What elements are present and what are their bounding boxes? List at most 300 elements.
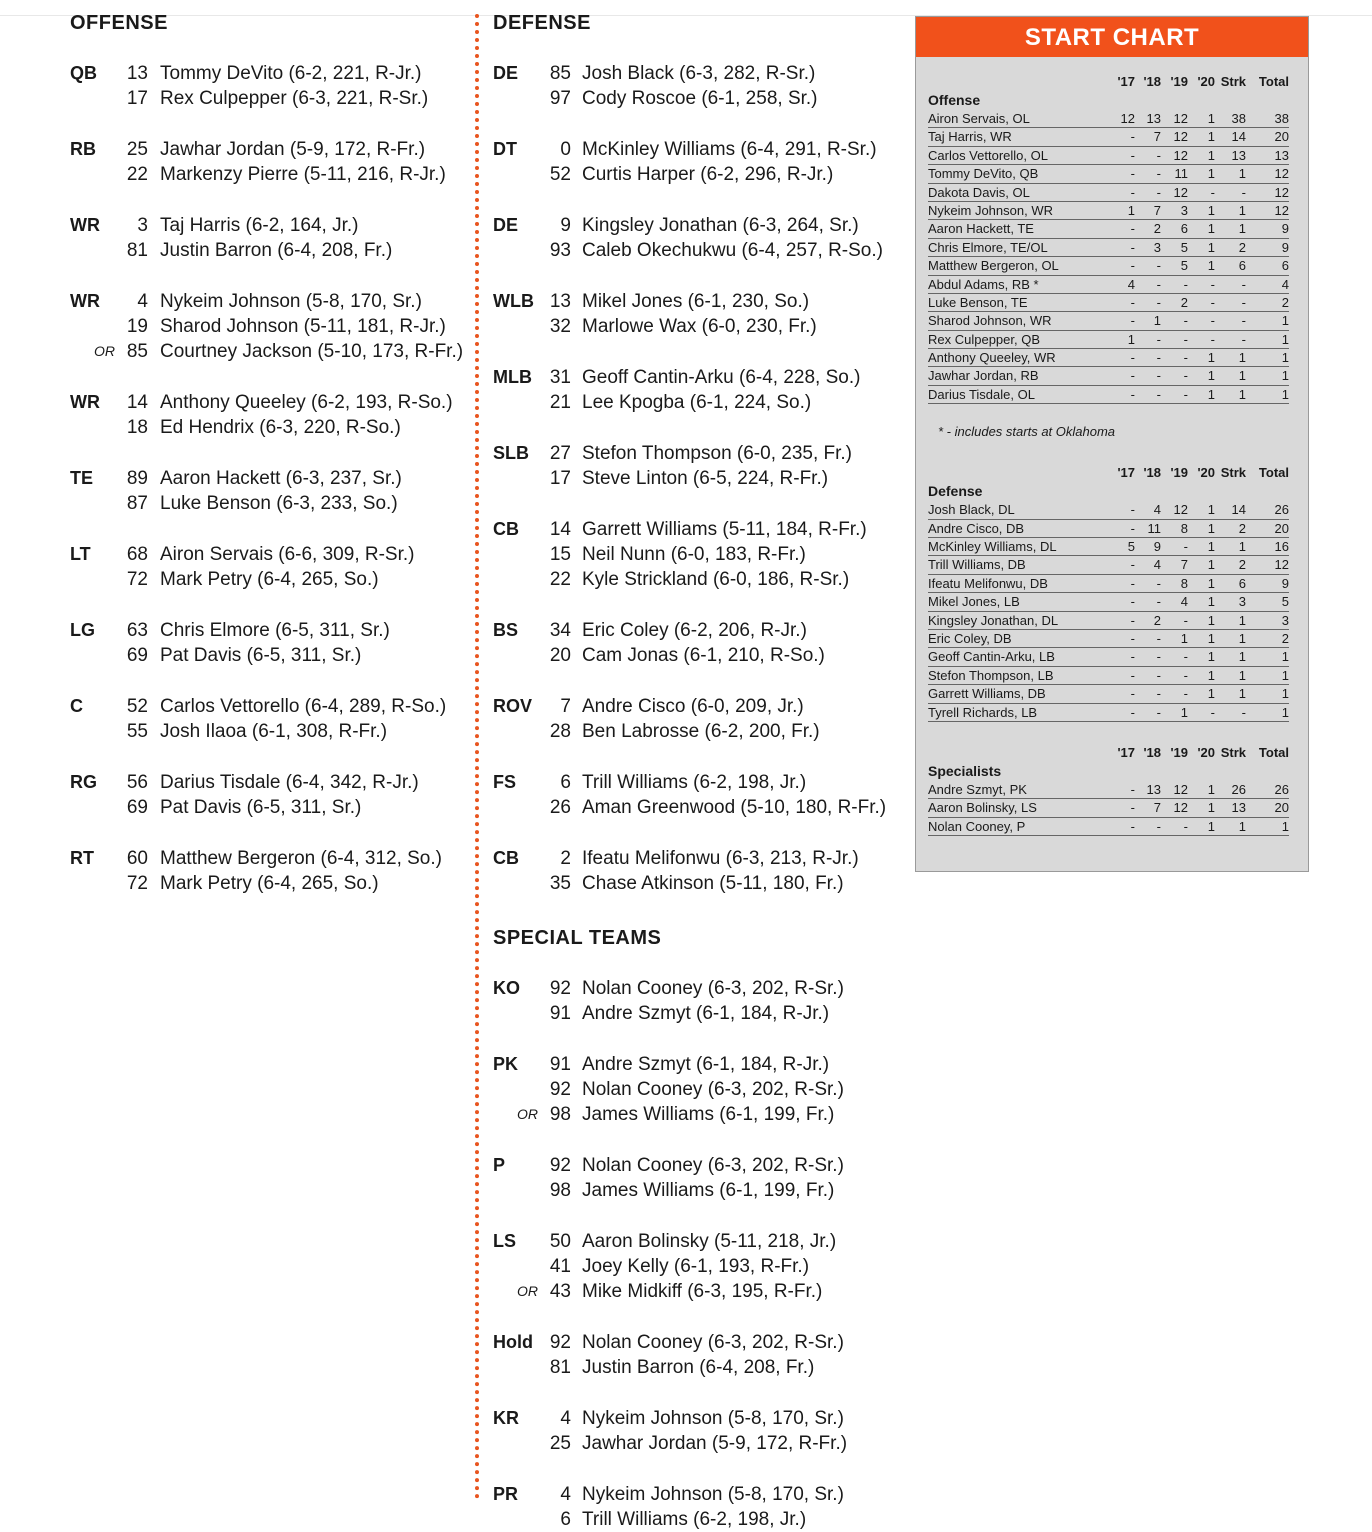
start-chart-row bbox=[928, 386, 1289, 404]
position-group bbox=[493, 1406, 893, 1456]
start-chart-cell: - bbox=[1130, 575, 1135, 591]
player-name: Andre Szmyt (6-1, 184, R-Jr.) bbox=[582, 1054, 830, 1075]
start-chart-cell: 8 bbox=[1180, 575, 1188, 591]
start-chart-cell: 6 bbox=[1238, 575, 1246, 591]
jersey-number: 17 bbox=[126, 88, 148, 109]
start-chart-cell: 3 bbox=[1281, 612, 1289, 628]
position-group bbox=[493, 1153, 893, 1203]
start-chart-body bbox=[916, 73, 1308, 836]
position-label: CB bbox=[493, 848, 519, 868]
column-header: Strk bbox=[1220, 744, 1246, 760]
player-line bbox=[493, 1001, 893, 1026]
start-chart-cell: 1 bbox=[1281, 313, 1289, 329]
position-label: CB bbox=[493, 519, 519, 539]
jersey-number: 13 bbox=[126, 63, 148, 84]
start-chart-cell: 1 bbox=[1238, 386, 1246, 402]
position-label: QB bbox=[70, 63, 97, 83]
column-header: '19 bbox=[1170, 465, 1188, 481]
position-group bbox=[70, 390, 465, 440]
jersey-number: 18 bbox=[126, 417, 148, 438]
start-chart-cell: - bbox=[1156, 704, 1161, 720]
start-chart-cell: 2 bbox=[1180, 294, 1188, 310]
player-line bbox=[493, 1229, 893, 1254]
start-chart-row bbox=[928, 799, 1289, 817]
player-name: Nolan Cooney (6-3, 202, R-Sr.) bbox=[582, 1079, 844, 1100]
position-label: RT bbox=[70, 848, 94, 868]
player-name: Kyle Strickland (6-0, 186, R-Sr.) bbox=[582, 569, 850, 590]
jersey-number: 34 bbox=[549, 620, 571, 641]
start-chart-cell: 1 bbox=[1238, 649, 1246, 665]
jersey-number: 26 bbox=[549, 797, 571, 818]
start-chart-cell: 1 bbox=[1207, 800, 1215, 816]
player-line bbox=[493, 643, 893, 668]
player-line bbox=[493, 1406, 893, 1431]
jersey-number: 68 bbox=[126, 544, 148, 565]
position-label: PK bbox=[493, 1054, 519, 1074]
column-header: '19 bbox=[1170, 744, 1188, 760]
player-name: Pat Davis (6-5, 311, Sr.) bbox=[160, 797, 362, 818]
player-line bbox=[70, 694, 465, 719]
start-chart-cell: - bbox=[1183, 649, 1188, 665]
start-chart-cell: 12 bbox=[1173, 129, 1188, 145]
start-chart-player: Matthew Bergeron, OL bbox=[928, 258, 1059, 274]
player-line bbox=[70, 618, 465, 643]
player-name: Neil Nunn (6-0, 183, R-Fr.) bbox=[582, 544, 806, 565]
player-line bbox=[70, 846, 465, 871]
position-group bbox=[70, 846, 465, 896]
defense-heading: DEFENSE bbox=[493, 12, 591, 34]
start-chart-player: Tyrell Richards, LB bbox=[928, 704, 1038, 720]
start-chart-cell: - bbox=[1130, 166, 1135, 182]
position-group bbox=[493, 137, 893, 187]
start-chart-player: Trill Williams, DB bbox=[928, 557, 1026, 573]
start-chart-row bbox=[928, 704, 1289, 722]
start-chart-cell: 1 bbox=[1153, 313, 1161, 329]
player-line bbox=[70, 390, 465, 415]
jersey-number: 20 bbox=[549, 645, 571, 666]
position-group bbox=[70, 770, 465, 820]
start-chart-player: Geoff Cantin-Arku, LB bbox=[928, 649, 1055, 665]
player-line bbox=[70, 415, 465, 440]
player-name: Trill Williams (6-2, 198, Jr.) bbox=[582, 772, 807, 793]
player-name: Mark Petry (6-4, 265, So.) bbox=[160, 569, 379, 590]
start-chart-cell: 9 bbox=[1281, 239, 1289, 255]
start-chart-cell: 12 bbox=[1173, 184, 1188, 200]
player-line bbox=[493, 1102, 893, 1127]
start-chart-cell: - bbox=[1156, 350, 1161, 366]
start-chart-column-headers bbox=[928, 73, 1289, 91]
player-line bbox=[493, 86, 893, 111]
start-chart-cell: - bbox=[1156, 575, 1161, 591]
start-chart-cell: 5 bbox=[1180, 258, 1188, 274]
start-chart-row bbox=[928, 294, 1289, 312]
start-chart-cell: 1 bbox=[1207, 575, 1215, 591]
start-chart-cell: - bbox=[1130, 612, 1135, 628]
start-chart-cell: 13 bbox=[1231, 800, 1246, 816]
player-line bbox=[70, 466, 465, 491]
position-label: DE bbox=[493, 215, 519, 235]
player-line bbox=[493, 238, 893, 263]
start-chart-player: Carlos Vettorello, OL bbox=[928, 147, 1048, 163]
position-label: BS bbox=[493, 620, 519, 640]
jersey-number: 4 bbox=[560, 1484, 571, 1505]
player-line bbox=[493, 770, 893, 795]
position-label: WR bbox=[70, 291, 100, 311]
player-line bbox=[493, 719, 893, 744]
or-tag: OR bbox=[517, 1283, 538, 1299]
start-chart-cell: - bbox=[1241, 184, 1246, 200]
player-line bbox=[493, 1482, 893, 1507]
start-chart-row bbox=[928, 184, 1289, 202]
position-label: KO bbox=[493, 978, 520, 998]
player-name: Aman Greenwood (5-10, 180, R-Fr.) bbox=[582, 797, 887, 818]
jersey-number: 56 bbox=[126, 772, 148, 793]
start-chart-cell: 1 bbox=[1207, 557, 1215, 573]
start-chart-cell: 1 bbox=[1207, 258, 1215, 274]
player-name: Nolan Cooney (6-3, 202, R-Sr.) bbox=[582, 1332, 844, 1353]
player-line bbox=[493, 441, 893, 466]
player-name: Darius Tisdale (6-4, 342, R-Jr.) bbox=[160, 772, 419, 793]
player-name: Jawhar Jordan (5-9, 172, R-Fr.) bbox=[582, 1433, 848, 1454]
position-label: RB bbox=[70, 139, 96, 159]
player-name: Anthony Queeley (6-2, 193, R-So.) bbox=[160, 392, 453, 413]
start-chart-player: Taj Harris, WR bbox=[928, 129, 1012, 145]
start-chart-panel bbox=[915, 16, 1309, 872]
start-chart-section bbox=[928, 464, 1289, 722]
position-label: LT bbox=[70, 544, 91, 564]
start-chart-cell: - bbox=[1130, 368, 1135, 384]
start-chart-cell: 1 bbox=[1207, 368, 1215, 384]
jersey-number: 87 bbox=[126, 493, 148, 514]
start-chart-cell: - bbox=[1130, 239, 1135, 255]
player-name: Andre Szmyt (6-1, 184, R-Jr.) bbox=[582, 1003, 830, 1024]
start-chart-player: Darius Tisdale, OL bbox=[928, 386, 1035, 402]
start-chart-cell: - bbox=[1130, 630, 1135, 646]
start-chart-cell: 7 bbox=[1180, 557, 1188, 573]
column-header: Total bbox=[1258, 465, 1289, 481]
start-chart-cell: 1 bbox=[1207, 129, 1215, 145]
start-chart-cell: 5 bbox=[1127, 539, 1135, 555]
start-chart-cell: - bbox=[1183, 313, 1188, 329]
start-chart-cell: - bbox=[1210, 704, 1215, 720]
jersey-number: 27 bbox=[549, 443, 571, 464]
position-label: RG bbox=[70, 772, 97, 792]
start-chart-cell: 1 bbox=[1207, 221, 1215, 237]
column-header: '17 bbox=[1117, 465, 1135, 481]
start-chart-cell: 16 bbox=[1274, 539, 1289, 555]
jersey-number: 19 bbox=[126, 316, 148, 337]
position-label: C bbox=[70, 696, 83, 716]
start-chart-cell: - bbox=[1156, 258, 1161, 274]
start-chart-cell: 13 bbox=[1274, 147, 1289, 163]
jersey-number: 4 bbox=[560, 1408, 571, 1429]
start-chart-cell: 4 bbox=[1180, 594, 1188, 610]
player-line bbox=[70, 213, 465, 238]
start-chart-cell: 12 bbox=[1274, 166, 1289, 182]
start-chart-cell: 8 bbox=[1180, 520, 1188, 536]
start-chart-cell: 1 bbox=[1207, 350, 1215, 366]
start-chart-cell: - bbox=[1183, 818, 1188, 834]
start-chart-cell: - bbox=[1183, 386, 1188, 402]
position-label: SLB bbox=[493, 443, 529, 463]
start-chart-cell: - bbox=[1156, 147, 1161, 163]
start-chart-row bbox=[928, 276, 1289, 294]
player-line bbox=[493, 213, 893, 238]
player-name: Nolan Cooney (6-3, 202, R-Sr.) bbox=[582, 1155, 844, 1176]
start-chart-cell: 1 bbox=[1281, 350, 1289, 366]
start-chart-cell: 9 bbox=[1281, 221, 1289, 237]
position-label: ROV bbox=[493, 696, 533, 716]
player-line bbox=[493, 542, 893, 567]
start-chart-player: McKinley Williams, DL bbox=[928, 539, 1057, 555]
jersey-number: 2 bbox=[560, 848, 571, 869]
start-chart-row bbox=[928, 818, 1289, 836]
player-name: Tommy DeVito (6-2, 221, R-Jr.) bbox=[160, 63, 422, 84]
player-name: Ben Labrosse (6-2, 200, Fr.) bbox=[582, 721, 820, 742]
start-chart-cell: 7 bbox=[1153, 202, 1161, 218]
jersey-number: 98 bbox=[549, 1104, 571, 1125]
start-chart-player: Abdul Adams, RB * bbox=[928, 276, 1039, 292]
column-header: '17 bbox=[1117, 744, 1135, 760]
start-chart-cell: 11 bbox=[1174, 166, 1188, 182]
start-chart-cell: 2 bbox=[1238, 520, 1246, 536]
start-chart-player: Airon Servais, OL bbox=[928, 111, 1030, 126]
position-label: LG bbox=[70, 620, 95, 640]
position-group bbox=[70, 542, 465, 592]
defense-groups bbox=[493, 61, 893, 896]
player-line bbox=[493, 618, 893, 643]
start-chart-cell: - bbox=[1130, 502, 1135, 518]
start-chart-cell: - bbox=[1130, 350, 1135, 366]
start-chart-row bbox=[928, 667, 1289, 685]
start-chart-row bbox=[928, 367, 1289, 385]
player-line bbox=[493, 795, 893, 820]
start-chart-cell: - bbox=[1130, 781, 1135, 797]
start-chart-cell: - bbox=[1183, 350, 1188, 366]
player-name: Ifeatu Melifonwu (6-3, 213, R-Jr.) bbox=[582, 848, 859, 869]
start-chart-cell: 1 bbox=[1281, 649, 1289, 665]
start-chart-cell: 1 bbox=[1238, 667, 1246, 683]
start-chart-cell: 13 bbox=[1231, 147, 1246, 163]
column-header: '20 bbox=[1197, 465, 1215, 481]
player-name: Stefon Thompson (6-0, 235, Fr.) bbox=[582, 443, 853, 464]
start-chart-cell: 1 bbox=[1238, 539, 1246, 555]
position-label: LS bbox=[493, 1231, 517, 1251]
start-chart-row bbox=[928, 575, 1289, 593]
start-chart-cell: 1 bbox=[1238, 630, 1246, 646]
start-chart-cell: 7 bbox=[1153, 800, 1161, 816]
player-name: Eric Coley (6-2, 206, R-Jr.) bbox=[582, 620, 807, 641]
position-label: PR bbox=[493, 1484, 519, 1504]
start-chart-cell: - bbox=[1130, 520, 1135, 536]
jersey-number: 91 bbox=[549, 1003, 571, 1024]
jersey-number: 81 bbox=[126, 240, 148, 261]
jersey-number: 43 bbox=[549, 1281, 571, 1302]
player-name: Cody Roscoe (6-1, 258, Sr.) bbox=[582, 88, 818, 109]
jersey-number: 21 bbox=[549, 392, 571, 413]
start-chart-player: Eric Coley, DB bbox=[928, 630, 1012, 646]
jersey-number: 25 bbox=[549, 1433, 571, 1454]
player-line bbox=[493, 162, 893, 187]
start-chart-row bbox=[928, 349, 1289, 367]
start-chart-row bbox=[928, 781, 1289, 799]
start-chart-cell: 13 bbox=[1146, 781, 1161, 797]
start-chart-cell: 1 bbox=[1207, 686, 1215, 702]
start-chart-player: Garrett Williams, DB bbox=[928, 686, 1046, 702]
player-line bbox=[493, 289, 893, 314]
jersey-number: 14 bbox=[549, 519, 571, 540]
start-chart-title: START CHART bbox=[916, 17, 1308, 57]
start-chart-player: Dakota Davis, OL bbox=[928, 184, 1030, 200]
start-chart-cell: 12 bbox=[1274, 202, 1289, 218]
position-label: DE bbox=[493, 63, 519, 83]
start-chart-row bbox=[928, 128, 1289, 146]
position-group bbox=[493, 1330, 893, 1380]
start-chart-cell: 12 bbox=[1173, 800, 1188, 816]
player-line bbox=[493, 61, 893, 86]
player-line bbox=[493, 365, 893, 390]
column-header: '17 bbox=[1117, 74, 1135, 89]
start-chart-cell: - bbox=[1210, 331, 1215, 347]
start-chart-cell: 12 bbox=[1173, 111, 1188, 126]
jersey-number: 72 bbox=[126, 569, 148, 590]
start-chart-cell: - bbox=[1183, 331, 1188, 347]
position-label: WR bbox=[70, 215, 100, 235]
position-label: DT bbox=[493, 139, 517, 159]
start-chart-cell: - bbox=[1241, 704, 1246, 720]
position-group bbox=[70, 289, 465, 364]
column-header: Strk bbox=[1220, 465, 1246, 481]
jersey-number: 14 bbox=[126, 392, 148, 413]
position-label: WR bbox=[70, 392, 100, 412]
start-chart-cell: 1 bbox=[1281, 386, 1289, 402]
column-header: '20 bbox=[1197, 744, 1215, 760]
start-chart-cell: - bbox=[1130, 686, 1135, 702]
player-name: Steve Linton (6-5, 224, R-Fr.) bbox=[582, 468, 829, 489]
start-chart-cell: 12 bbox=[1173, 502, 1188, 518]
start-chart-cell: - bbox=[1210, 276, 1215, 292]
start-chart-cell: 1 bbox=[1207, 594, 1215, 610]
player-name: Jawhar Jordan (5-9, 172, R-Fr.) bbox=[160, 139, 426, 160]
player-name: Taj Harris (6-2, 164, Jr.) bbox=[160, 215, 359, 236]
start-chart-cell: - bbox=[1156, 818, 1161, 834]
player-name: Nykeim Johnson (5-8, 170, Sr.) bbox=[582, 1484, 844, 1505]
start-chart-cell: 1 bbox=[1238, 202, 1246, 218]
start-chart-cell: 3 bbox=[1153, 239, 1161, 255]
start-chart-cell: - bbox=[1156, 594, 1161, 610]
player-line bbox=[493, 1279, 893, 1304]
column-header: '18 bbox=[1143, 744, 1161, 760]
start-chart-cell: 1 bbox=[1207, 202, 1215, 218]
jersey-number: 22 bbox=[549, 569, 571, 590]
player-line bbox=[493, 1077, 893, 1102]
start-chart-cell: 2 bbox=[1238, 239, 1246, 255]
player-line bbox=[493, 694, 893, 719]
start-chart-player: Luke Benson, TE bbox=[928, 294, 1028, 310]
player-line bbox=[70, 719, 465, 744]
start-chart-section bbox=[928, 73, 1289, 442]
start-chart-row bbox=[928, 220, 1289, 238]
jersey-number: 15 bbox=[549, 544, 571, 565]
start-chart-cell: 9 bbox=[1153, 539, 1161, 555]
start-chart-cell: 20 bbox=[1274, 520, 1289, 536]
column-header: Total bbox=[1258, 744, 1289, 760]
player-line bbox=[493, 314, 893, 339]
jersey-number: 9 bbox=[560, 215, 571, 236]
column-header: '18 bbox=[1143, 74, 1161, 89]
player-name: Mike Midkiff (6-3, 195, R-Fr.) bbox=[582, 1281, 823, 1302]
start-chart-cell: 2 bbox=[1153, 612, 1161, 628]
player-name: Courtney Jackson (5-10, 173, R-Fr.) bbox=[160, 341, 464, 362]
position-group bbox=[493, 976, 893, 1026]
start-chart-cell: - bbox=[1183, 539, 1188, 555]
start-chart-cell: 6 bbox=[1238, 258, 1246, 274]
player-line bbox=[70, 238, 465, 263]
start-chart-cell: - bbox=[1130, 294, 1135, 310]
player-name: Aaron Hackett (6-3, 237, Sr.) bbox=[160, 468, 402, 489]
player-name: Rex Culpepper (6-3, 221, R-Sr.) bbox=[160, 88, 429, 109]
jersey-number: 28 bbox=[549, 721, 571, 742]
start-chart-cell: - bbox=[1156, 386, 1161, 402]
jersey-number: 50 bbox=[549, 1231, 571, 1252]
jersey-number: 60 bbox=[126, 848, 148, 869]
player-name: Chris Elmore (6-5, 311, Sr.) bbox=[160, 620, 390, 641]
start-chart-cell: 1 bbox=[1281, 704, 1289, 720]
start-chart-player: Stefon Thompson, LB bbox=[928, 667, 1054, 683]
start-chart-cell: 2 bbox=[1238, 557, 1246, 573]
start-chart-section-title: Offense bbox=[928, 92, 981, 108]
player-line bbox=[493, 1153, 893, 1178]
start-chart-cell: 26 bbox=[1274, 502, 1289, 518]
start-chart-row bbox=[928, 538, 1289, 556]
jersey-number: 31 bbox=[549, 367, 571, 388]
player-name: Nolan Cooney (6-3, 202, R-Sr.) bbox=[582, 978, 844, 999]
start-chart-cell: - bbox=[1183, 368, 1188, 384]
position-label: TE bbox=[70, 468, 94, 488]
start-chart-cell: 1 bbox=[1127, 202, 1135, 218]
start-chart-cell: 1 bbox=[1207, 502, 1215, 518]
column-separator bbox=[475, 14, 479, 1500]
player-name: James Williams (6-1, 199, Fr.) bbox=[582, 1180, 835, 1201]
start-chart-cell: - bbox=[1156, 368, 1161, 384]
jersey-number: 93 bbox=[549, 240, 571, 261]
start-chart-row bbox=[928, 501, 1289, 519]
player-name: Markenzy Pierre (5-11, 216, R-Jr.) bbox=[160, 164, 446, 185]
jersey-number: 0 bbox=[560, 139, 571, 160]
start-chart-cell: 1 bbox=[1207, 781, 1215, 797]
player-name: Trill Williams (6-2, 198, Jr.) bbox=[582, 1509, 807, 1530]
position-group bbox=[493, 289, 893, 339]
start-chart-section-title: Specialists bbox=[928, 762, 1002, 779]
offense-groups bbox=[70, 61, 465, 896]
start-chart-cell: 1 bbox=[1238, 166, 1246, 182]
jersey-number: 13 bbox=[549, 291, 571, 312]
start-chart-cell: - bbox=[1156, 667, 1161, 683]
start-chart-cell: 4 bbox=[1127, 276, 1135, 292]
player-name: Matthew Bergeron (6-4, 312, So.) bbox=[160, 848, 442, 869]
player-line bbox=[493, 871, 893, 896]
position-label: KR bbox=[493, 1408, 519, 1428]
player-line bbox=[493, 1355, 893, 1380]
start-chart-cell: - bbox=[1156, 649, 1161, 665]
jersey-number: 85 bbox=[549, 63, 571, 84]
player-line bbox=[70, 314, 465, 339]
start-chart-cell: 26 bbox=[1274, 781, 1289, 797]
start-chart-row bbox=[928, 331, 1289, 349]
jersey-number: 25 bbox=[126, 139, 148, 160]
start-chart-cell: 1 bbox=[1207, 612, 1215, 628]
start-chart-cell: 3 bbox=[1238, 594, 1246, 610]
